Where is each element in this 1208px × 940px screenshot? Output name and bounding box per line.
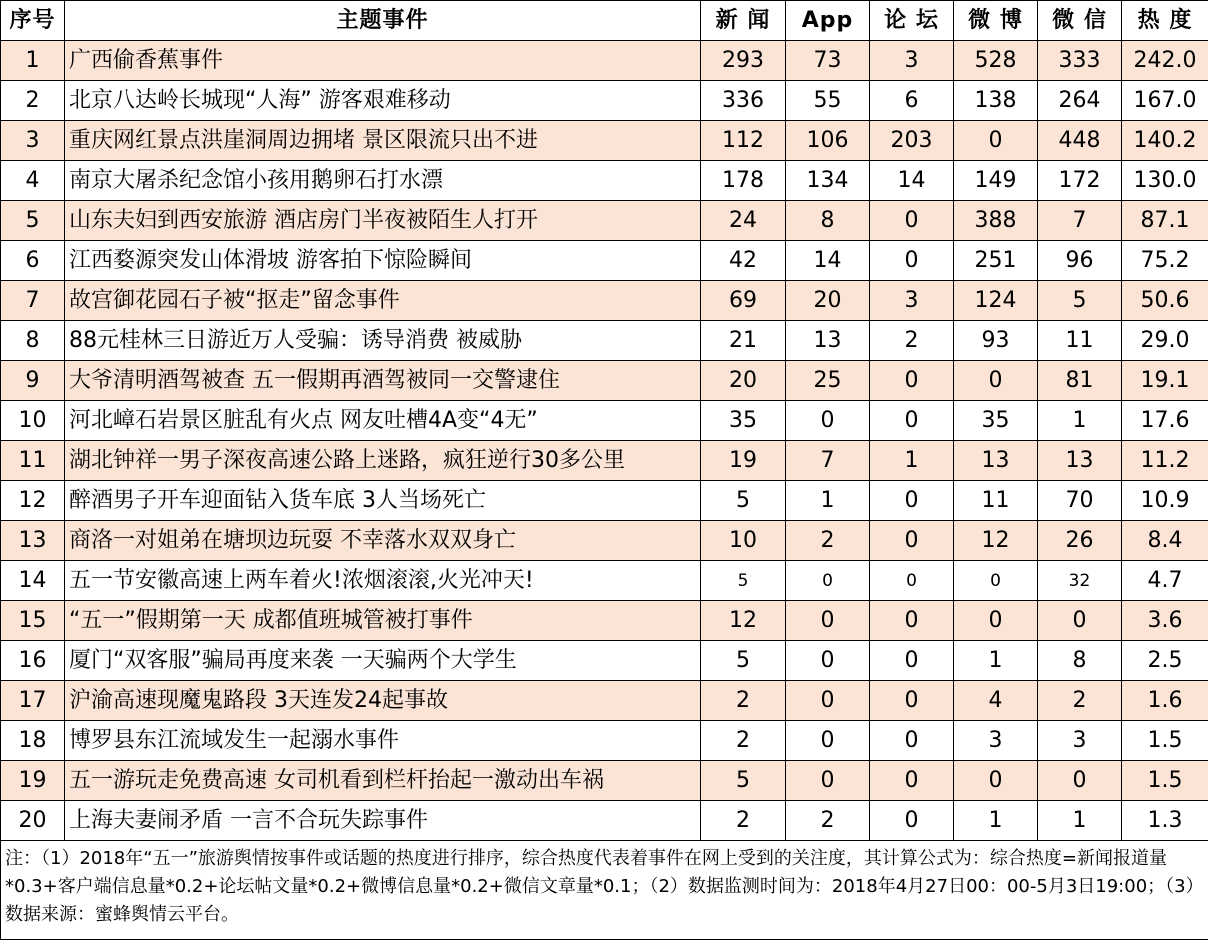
col-header-rank: 序号	[1, 1, 65, 41]
cell-forum: 6	[870, 81, 954, 121]
cell-heat: 1.5	[1122, 721, 1208, 761]
cell-rank: 6	[1, 241, 65, 281]
cell-forum: 203	[870, 121, 954, 161]
cell-wechat: 5	[1038, 281, 1122, 321]
cell-topic: 上海夫妻闹矛盾 一言不合玩失踪事件	[65, 801, 701, 841]
cell-news: 12	[701, 601, 786, 641]
cell-news: 2	[701, 721, 786, 761]
cell-weibo: 0	[954, 121, 1038, 161]
cell-heat: 242.0	[1122, 41, 1208, 81]
cell-app: 2	[786, 521, 870, 561]
cell-topic: 南京大屠杀纪念馆小孩用鹅卵石打水漂	[65, 161, 701, 201]
cell-app: 0	[786, 721, 870, 761]
cell-news: 10	[701, 521, 786, 561]
cell-rank: 5	[1, 201, 65, 241]
cell-topic: “五一”假期第一天 成都值班城管被打事件	[65, 601, 701, 641]
cell-weibo: 93	[954, 321, 1038, 361]
table-footnote: 注：（1）2018年“五一”旅游舆情按事件或话题的热度进行排序，综合热度代表着事件在网上受到的关注度，其计算公式为：综合热度=新闻报道量*0.3+客户端信息量*0.2+论坛帖文量*0.2+微博信息量*0.2+微信文章量*0.1；（2）数据监测时间为：2018年4月27日00：00-5月3日19:00；（3）数据来源：蜜蜂舆情云平台。	[1, 841, 1208, 940]
cell-app: 0	[786, 401, 870, 441]
cell-wechat: 172	[1038, 161, 1122, 201]
cell-news: 2	[701, 801, 786, 841]
cell-app: 0	[786, 601, 870, 641]
cell-heat: 19.1	[1122, 361, 1208, 401]
cell-weibo: 35	[954, 401, 1038, 441]
cell-app: 14	[786, 241, 870, 281]
cell-forum: 0	[870, 401, 954, 441]
cell-topic: 五一游玩走免费高速 女司机看到栏杆抬起一激动出车祸	[65, 761, 701, 801]
cell-app: 73	[786, 41, 870, 81]
cell-app: 20	[786, 281, 870, 321]
cell-wechat: 264	[1038, 81, 1122, 121]
cell-app: 55	[786, 81, 870, 121]
header-row	[1, 1, 1208, 41]
cell-forum: 0	[870, 801, 954, 841]
cell-forum: 1	[870, 441, 954, 481]
table-row	[1, 281, 1208, 321]
cell-wechat: 26	[1038, 521, 1122, 561]
note-row	[1, 841, 1208, 940]
cell-news: 35	[701, 401, 786, 441]
cell-heat: 75.2	[1122, 241, 1208, 281]
table-row	[1, 801, 1208, 841]
cell-forum: 0	[870, 601, 954, 641]
cell-weibo: 13	[954, 441, 1038, 481]
cell-rank: 20	[1, 801, 65, 841]
cell-rank: 8	[1, 321, 65, 361]
cell-app: 2	[786, 801, 870, 841]
cell-weibo: 149	[954, 161, 1038, 201]
cell-wechat: 2	[1038, 681, 1122, 721]
table-row	[1, 401, 1208, 441]
cell-wechat: 7	[1038, 201, 1122, 241]
cell-weibo: 138	[954, 81, 1038, 121]
cell-rank: 19	[1, 761, 65, 801]
table-row	[1, 641, 1208, 681]
cell-rank: 1	[1, 41, 65, 81]
cell-rank: 4	[1, 161, 65, 201]
cell-rank: 11	[1, 441, 65, 481]
cell-heat: 8.4	[1122, 521, 1208, 561]
cell-wechat: 0	[1038, 601, 1122, 641]
cell-news: 21	[701, 321, 786, 361]
cell-wechat: 8	[1038, 641, 1122, 681]
cell-forum: 0	[870, 561, 954, 601]
cell-heat: 140.2	[1122, 121, 1208, 161]
table-row	[1, 41, 1208, 81]
cell-wechat: 70	[1038, 481, 1122, 521]
cell-weibo: 12	[954, 521, 1038, 561]
cell-rank: 14	[1, 561, 65, 601]
cell-rank: 3	[1, 121, 65, 161]
cell-topic: 山东夫妇到西安旅游 酒店房门半夜被陌生人打开	[65, 201, 701, 241]
cell-weibo: 0	[954, 561, 1038, 601]
cell-news: 178	[701, 161, 786, 201]
cell-news: 2	[701, 681, 786, 721]
cell-app: 106	[786, 121, 870, 161]
table-row	[1, 81, 1208, 121]
cell-news: 24	[701, 201, 786, 241]
cell-weibo: 1	[954, 641, 1038, 681]
cell-rank: 10	[1, 401, 65, 441]
cell-rank: 17	[1, 681, 65, 721]
cell-app: 134	[786, 161, 870, 201]
cell-wechat: 1	[1038, 401, 1122, 441]
cell-news: 5	[701, 481, 786, 521]
cell-topic: 北京八达岭长城现“人海” 游客艰难移动	[65, 81, 701, 121]
col-header-topic: 主题事件	[65, 1, 701, 41]
cell-rank: 9	[1, 361, 65, 401]
cell-topic: 重庆网红景点洪崖洞周边拥堵 景区限流只出不进	[65, 121, 701, 161]
cell-wechat: 0	[1038, 761, 1122, 801]
cell-forum: 0	[870, 481, 954, 521]
table-row	[1, 441, 1208, 481]
cell-app: 13	[786, 321, 870, 361]
table-row	[1, 321, 1208, 361]
cell-forum: 0	[870, 361, 954, 401]
cell-news: 293	[701, 41, 786, 81]
col-header-weibo: 微 博	[954, 1, 1038, 41]
cell-forum: 0	[870, 721, 954, 761]
col-header-heat: 热 度	[1122, 1, 1208, 41]
cell-weibo: 528	[954, 41, 1038, 81]
cell-weibo: 0	[954, 761, 1038, 801]
cell-app: 0	[786, 561, 870, 601]
cell-topic: 醉酒男子开车迎面钻入货车底 3人当场死亡	[65, 481, 701, 521]
cell-heat: 1.3	[1122, 801, 1208, 841]
cell-wechat: 448	[1038, 121, 1122, 161]
cell-wechat: 333	[1038, 41, 1122, 81]
cell-forum: 14	[870, 161, 954, 201]
cell-forum: 3	[870, 41, 954, 81]
cell-heat: 1.5	[1122, 761, 1208, 801]
cell-topic: 湖北钟祥一男子深夜高速公路上迷路，疯狂逆行30多公里	[65, 441, 701, 481]
cell-heat: 11.2	[1122, 441, 1208, 481]
cell-heat: 130.0	[1122, 161, 1208, 201]
table-row	[1, 601, 1208, 641]
cell-news: 69	[701, 281, 786, 321]
col-header-app: App	[786, 1, 870, 41]
col-header-news: 新 闻	[701, 1, 786, 41]
cell-news: 20	[701, 361, 786, 401]
table-row	[1, 121, 1208, 161]
cell-forum: 0	[870, 201, 954, 241]
cell-wechat: 32	[1038, 561, 1122, 601]
cell-topic: 广西偷香蕉事件	[65, 41, 701, 81]
cell-app: 0	[786, 761, 870, 801]
cell-heat: 2.5	[1122, 641, 1208, 681]
cell-news: 5	[701, 761, 786, 801]
cell-forum: 0	[870, 521, 954, 561]
cell-topic: 沪渝高速现魔鬼路段 3天连发24起事故	[65, 681, 701, 721]
cell-wechat: 1	[1038, 801, 1122, 841]
table-row	[1, 521, 1208, 561]
cell-topic: 故宫御花园石子被“抠走”留念事件	[65, 281, 701, 321]
cell-app: 0	[786, 641, 870, 681]
col-header-wechat: 微 信	[1038, 1, 1122, 41]
cell-weibo: 11	[954, 481, 1038, 521]
table-row	[1, 481, 1208, 521]
cell-weibo: 3	[954, 721, 1038, 761]
cell-topic: 博罗县东江流域发生一起溺水事件	[65, 721, 701, 761]
cell-weibo: 1	[954, 801, 1038, 841]
table-row	[1, 161, 1208, 201]
cell-rank: 15	[1, 601, 65, 641]
cell-news: 42	[701, 241, 786, 281]
cell-app: 25	[786, 361, 870, 401]
cell-rank: 2	[1, 81, 65, 121]
cell-topic: 五一节安徽高速上两车着火!浓烟滚滚,火光冲天!	[65, 561, 701, 601]
cell-news: 5	[701, 641, 786, 681]
cell-news: 112	[701, 121, 786, 161]
cell-topic: 江西婺源突发山体滑坡 游客拍下惊险瞬间	[65, 241, 701, 281]
cell-heat: 167.0	[1122, 81, 1208, 121]
table-row	[1, 241, 1208, 281]
cell-rank: 16	[1, 641, 65, 681]
cell-heat: 10.9	[1122, 481, 1208, 521]
cell-weibo: 4	[954, 681, 1038, 721]
cell-app: 7	[786, 441, 870, 481]
cell-forum: 3	[870, 281, 954, 321]
cell-forum: 0	[870, 241, 954, 281]
cell-forum: 0	[870, 761, 954, 801]
col-header-forum: 论 坛	[870, 1, 954, 41]
table-row	[1, 361, 1208, 401]
cell-heat: 29.0	[1122, 321, 1208, 361]
cell-topic: 河北嶂石岩景区脏乱有火点 网友吐槽4A变“4无”	[65, 401, 701, 441]
table-row	[1, 721, 1208, 761]
cell-topic: 88元桂林三日游近万人受骗：诱导消费 被威胁	[65, 321, 701, 361]
cell-heat: 17.6	[1122, 401, 1208, 441]
cell-forum: 2	[870, 321, 954, 361]
cell-weibo: 251	[954, 241, 1038, 281]
cell-heat: 87.1	[1122, 201, 1208, 241]
cell-rank: 13	[1, 521, 65, 561]
cell-app: 8	[786, 201, 870, 241]
cell-rank: 12	[1, 481, 65, 521]
cell-app: 0	[786, 681, 870, 721]
cell-wechat: 11	[1038, 321, 1122, 361]
cell-weibo: 0	[954, 601, 1038, 641]
cell-topic: 商洛一对姐弟在塘坝边玩耍 不幸落水双双身亡	[65, 521, 701, 561]
cell-wechat: 81	[1038, 361, 1122, 401]
cell-heat: 3.6	[1122, 601, 1208, 641]
cell-forum: 0	[870, 681, 954, 721]
cell-weibo: 124	[954, 281, 1038, 321]
cell-wechat: 3	[1038, 721, 1122, 761]
cell-topic: 大爷清明酒驾被查 五一假期再酒驾被同一交警逮住	[65, 361, 701, 401]
cell-weibo: 0	[954, 361, 1038, 401]
table-row	[1, 761, 1208, 801]
cell-heat: 50.6	[1122, 281, 1208, 321]
cell-heat: 4.7	[1122, 561, 1208, 601]
cell-forum: 0	[870, 641, 954, 681]
cell-wechat: 13	[1038, 441, 1122, 481]
cell-news: 336	[701, 81, 786, 121]
table-row	[1, 561, 1208, 601]
cell-news: 5	[701, 561, 786, 601]
cell-topic: 厦门“双客服”骗局再度来袭 一天骗两个大学生	[65, 641, 701, 681]
cell-rank: 18	[1, 721, 65, 761]
cell-wechat: 96	[1038, 241, 1122, 281]
cell-heat: 1.6	[1122, 681, 1208, 721]
cell-app: 1	[786, 481, 870, 521]
cell-rank: 7	[1, 281, 65, 321]
cell-news: 19	[701, 441, 786, 481]
table-row	[1, 681, 1208, 721]
table-row	[1, 201, 1208, 241]
cell-weibo: 388	[954, 201, 1038, 241]
